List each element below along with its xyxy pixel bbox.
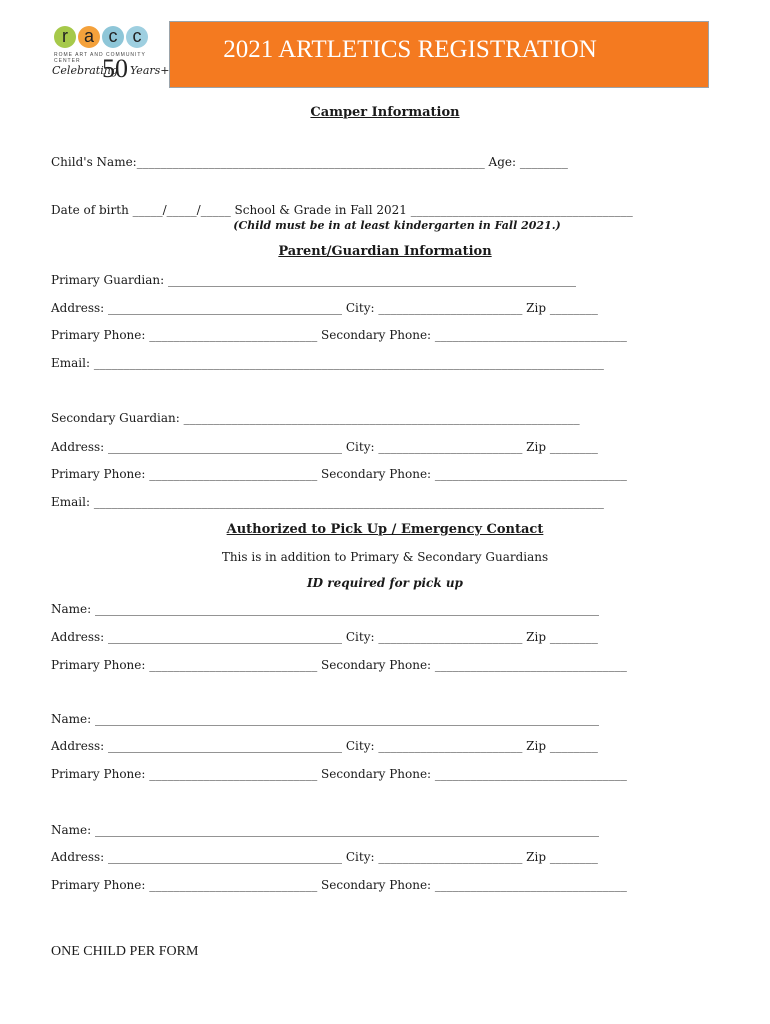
contact-2-name-field[interactable]: Name: ____________________________________________________________________________________ <box>51 712 599 726</box>
emergency-heading: Authorized to Pick Up / Emergency Contact <box>226 522 544 537</box>
contact-1-phone-field[interactable]: Primary Phone: ____________________________ Secondary Phone: ________________________________ <box>51 658 627 672</box>
secondary-email-field[interactable]: Email: _____________________________________________________________________________________ <box>51 495 604 509</box>
one-child-note: ONE CHILD PER FORM <box>51 944 199 959</box>
contact-1-name-field[interactable]: Name: ____________________________________________________________________________________ <box>51 602 599 616</box>
parent-heading: Parent/Guardian Information <box>278 244 492 259</box>
page-title: 2021 ARTLETICS REGISTRATION <box>223 36 597 63</box>
logo-subtitle: ROME ART AND COMMUNITY CENTER <box>54 52 146 64</box>
racc-logo <box>52 26 170 90</box>
contact-1-address-field[interactable]: Address: _______________________________________ City: ________________________ Zip ________ <box>51 630 598 644</box>
secondary-guardian-field[interactable]: Secondary Guardian: __________________________________________________________________ <box>51 411 580 425</box>
primary-guardian-field[interactable]: Primary Guardian: ____________________________________________________________________ <box>51 273 576 287</box>
primary-email-field[interactable]: Email: _____________________________________________________________________________________ <box>51 356 604 370</box>
secondary-phone-field[interactable]: Primary Phone: ____________________________ Secondary Phone: ________________________________ <box>51 467 627 481</box>
logo-letter-c1: c <box>102 26 124 48</box>
dob-school-field[interactable]: Date of birth _____/_____/_____ School & Grade in Fall 2021 _____________________________________ <box>51 203 633 217</box>
contact-3-phone-field[interactable]: Primary Phone: ____________________________ Secondary Phone: ________________________________ <box>51 878 627 892</box>
id-required-note: ID required for pick up <box>307 576 463 590</box>
contact-3-name-field[interactable]: Name: ____________________________________________________________________________________ <box>51 823 599 837</box>
primary-phone-field[interactable]: Primary Phone: ____________________________ Secondary Phone: ________________________________ <box>51 328 627 342</box>
child-name-field[interactable]: Child's Name:__________________________________________________________ Age: ________ <box>51 155 568 169</box>
logo-celebrating: Celebrating <box>52 64 118 77</box>
contact-3-address-field[interactable]: Address: _______________________________________ City: ________________________ Zip ________ <box>51 850 598 864</box>
emergency-subtitle: This is in addition to Primary & Secondary Guardians <box>221 550 549 564</box>
logo-letter-a: a <box>78 26 100 48</box>
camper-heading: Camper Information <box>310 105 460 120</box>
contact-2-phone-field[interactable]: Primary Phone: ____________________________ Secondary Phone: ________________________________ <box>51 767 627 781</box>
logo-fifty: 50 <box>102 54 128 83</box>
logo-letter-r: r <box>54 26 76 48</box>
contact-2-address-field[interactable]: Address: _______________________________________ City: ________________________ Zip ________ <box>51 739 598 753</box>
logo-years: Years+ <box>130 64 170 77</box>
kindergarten-note: (Child must be in at least kindergarten in Fall 2021.) <box>233 219 561 232</box>
secondary-address-field[interactable]: Address: _______________________________________ City: ________________________ Zip ________ <box>51 440 598 454</box>
title-banner <box>169 21 709 88</box>
logo-letter-c2: c <box>126 26 148 48</box>
primary-address-field[interactable]: Address: _______________________________________ City: ________________________ Zip ________ <box>51 301 598 315</box>
